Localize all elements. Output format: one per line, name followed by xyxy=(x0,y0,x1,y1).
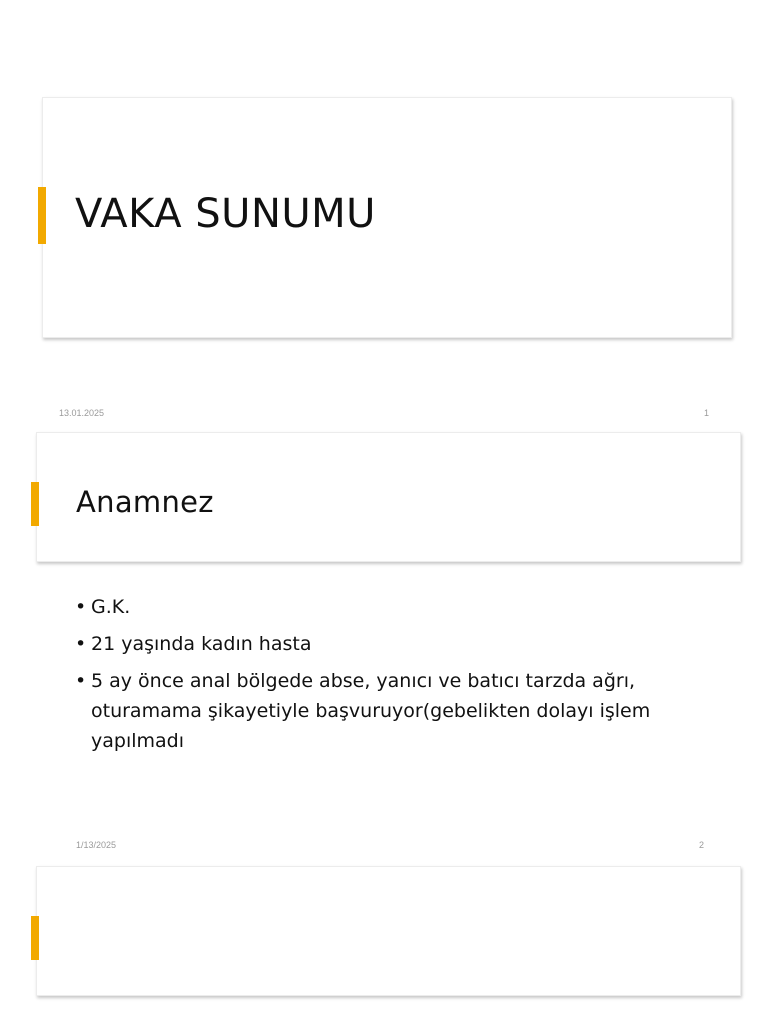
slide-2-bullet-list xyxy=(75,592,715,763)
slide-2-accent-bar xyxy=(31,482,39,526)
bullet-item: • G.K. xyxy=(75,592,715,622)
slide-1-page-number: 1 xyxy=(704,408,710,418)
bullet-item: • 5 ay önce anal bölgede abse, yanıcı ve batıcı tarzda ağrı, oturamama şikayetiyle başvuruyor(gebelikten dolayı işlem yapılmadı xyxy=(75,666,715,756)
slide-1-date: 13.01.2025 xyxy=(59,408,105,418)
slide-2-page-number: 2 xyxy=(699,840,705,850)
slide-2-date: 1/13/2025 xyxy=(76,840,117,850)
slide-1-title: VAKA SUNUMU xyxy=(75,191,376,237)
bullet-item: • 21 yaşında kadın hasta xyxy=(75,629,715,659)
slide-2-title: Anamnez xyxy=(76,485,214,519)
slide-3-title-card xyxy=(36,866,741,996)
slide-3-accent-bar xyxy=(31,916,39,960)
slide-1-accent-bar xyxy=(38,187,46,244)
